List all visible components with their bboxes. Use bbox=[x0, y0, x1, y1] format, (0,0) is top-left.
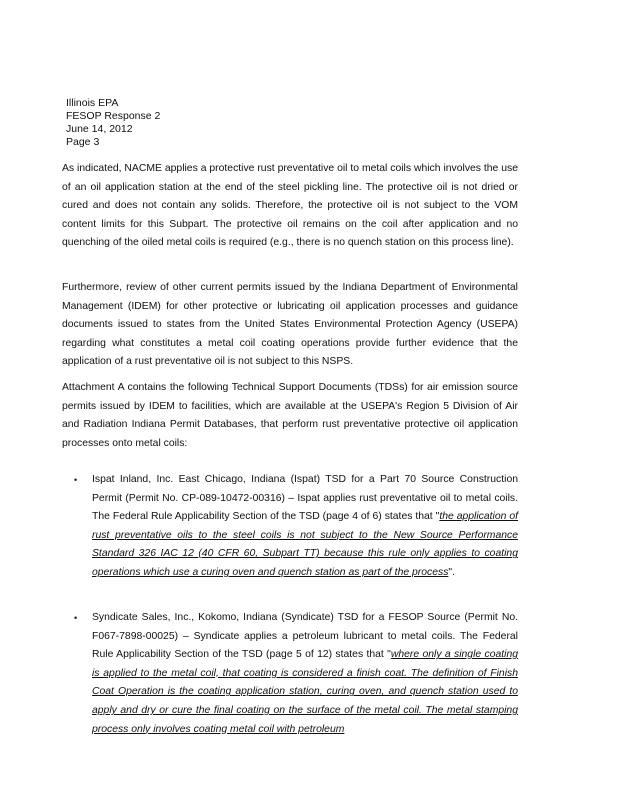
ispat-quote-end: ". bbox=[448, 566, 455, 578]
bullet-marker: • bbox=[74, 613, 78, 623]
list-item-ispat bbox=[74, 471, 518, 583]
paragraph-permit-review: Furthermore, review of other current permits issued by the Indiana Department of Environmental Management (IDEM) for other protective or lubricating oil application processes and guidance documents issued to states from the United States Environmental Protection Agency (USEPA) regarding what constitutes a metal coil coating operations provide further evidence that the application of a rust preventative oil is not subject to this NSPS. bbox=[62, 282, 518, 368]
syndicate-description: Syndicate Sales, Inc., Kokomo, Indiana (Syndicate) TSD for a FESOP Source (Permit No. F067-7898-00025) – Syndicate applies a petroleum lubricant to metal coils. The Federal Rule Applicability Section of the TSD (page 5 of 12) states that " bbox=[92, 612, 518, 661]
list-item-syndicate bbox=[74, 609, 519, 739]
syndicate-quote: where only a single coating is applied to the metal coil, that coating is considered a finish coat. The definition of Finish Coat Operation is the coating application station, curing oven, and quench station used to apply and dry or cure the final coating on the surface of the metal coil. The metal stamping process only involves coating metal coil with petroleum bbox=[92, 649, 519, 735]
header-subject: FESOP Response 2 bbox=[66, 110, 161, 122]
letter-header bbox=[66, 97, 160, 149]
paragraph-rust-oil-application: As indicated, NACME applies a protective rust preventative oil to metal coils which involves the use of an oil application station at the end of the steel pickling line. The protective oil is not dried or cured and does not contain any solids. Therefore, the protective oil is not subject to the VOM content limits for this Subpart. The protective oil remains on the coil after application and no quenching of the oiled metal coils is required (e.g., there is no quench station on this process line). bbox=[62, 163, 518, 249]
header-recipient: Illinois EPA bbox=[66, 97, 119, 109]
header-page-number: Page 3 bbox=[66, 136, 100, 148]
header-date: June 14, 2012 bbox=[66, 123, 133, 135]
ispat-quote: the application of rust preventative oils to the steel coils is not subject to the New Source Performance Standard 326 IAC 12 (40 CFR 60, Subpart TT) because this rule only applies to coating operations which use a curing oven and quench station as part of the process bbox=[92, 511, 518, 578]
bullet-marker: • bbox=[74, 475, 78, 485]
paragraph-attachment-a: Attachment A contains the following Technical Support Documents (TDSs) for air emission source permits issued by IDEM to facilities, which are available at the USEPA's Region 5 Division of Air and Radiation Indiana Permit Databases, that perform rust preventative protective oil application processes onto metal coils: bbox=[62, 382, 518, 449]
ispat-description: Ispat Inland, Inc. East Chicago, Indiana (Ispat) TSD for a Part 70 Source Construction Permit (Permit No. CP-089-10472-00316) – Ispat applies rust preventative oil to metal coils. The Federal Rule Applicability Section of the TSD (page 4 of 6) states that " bbox=[92, 474, 518, 523]
